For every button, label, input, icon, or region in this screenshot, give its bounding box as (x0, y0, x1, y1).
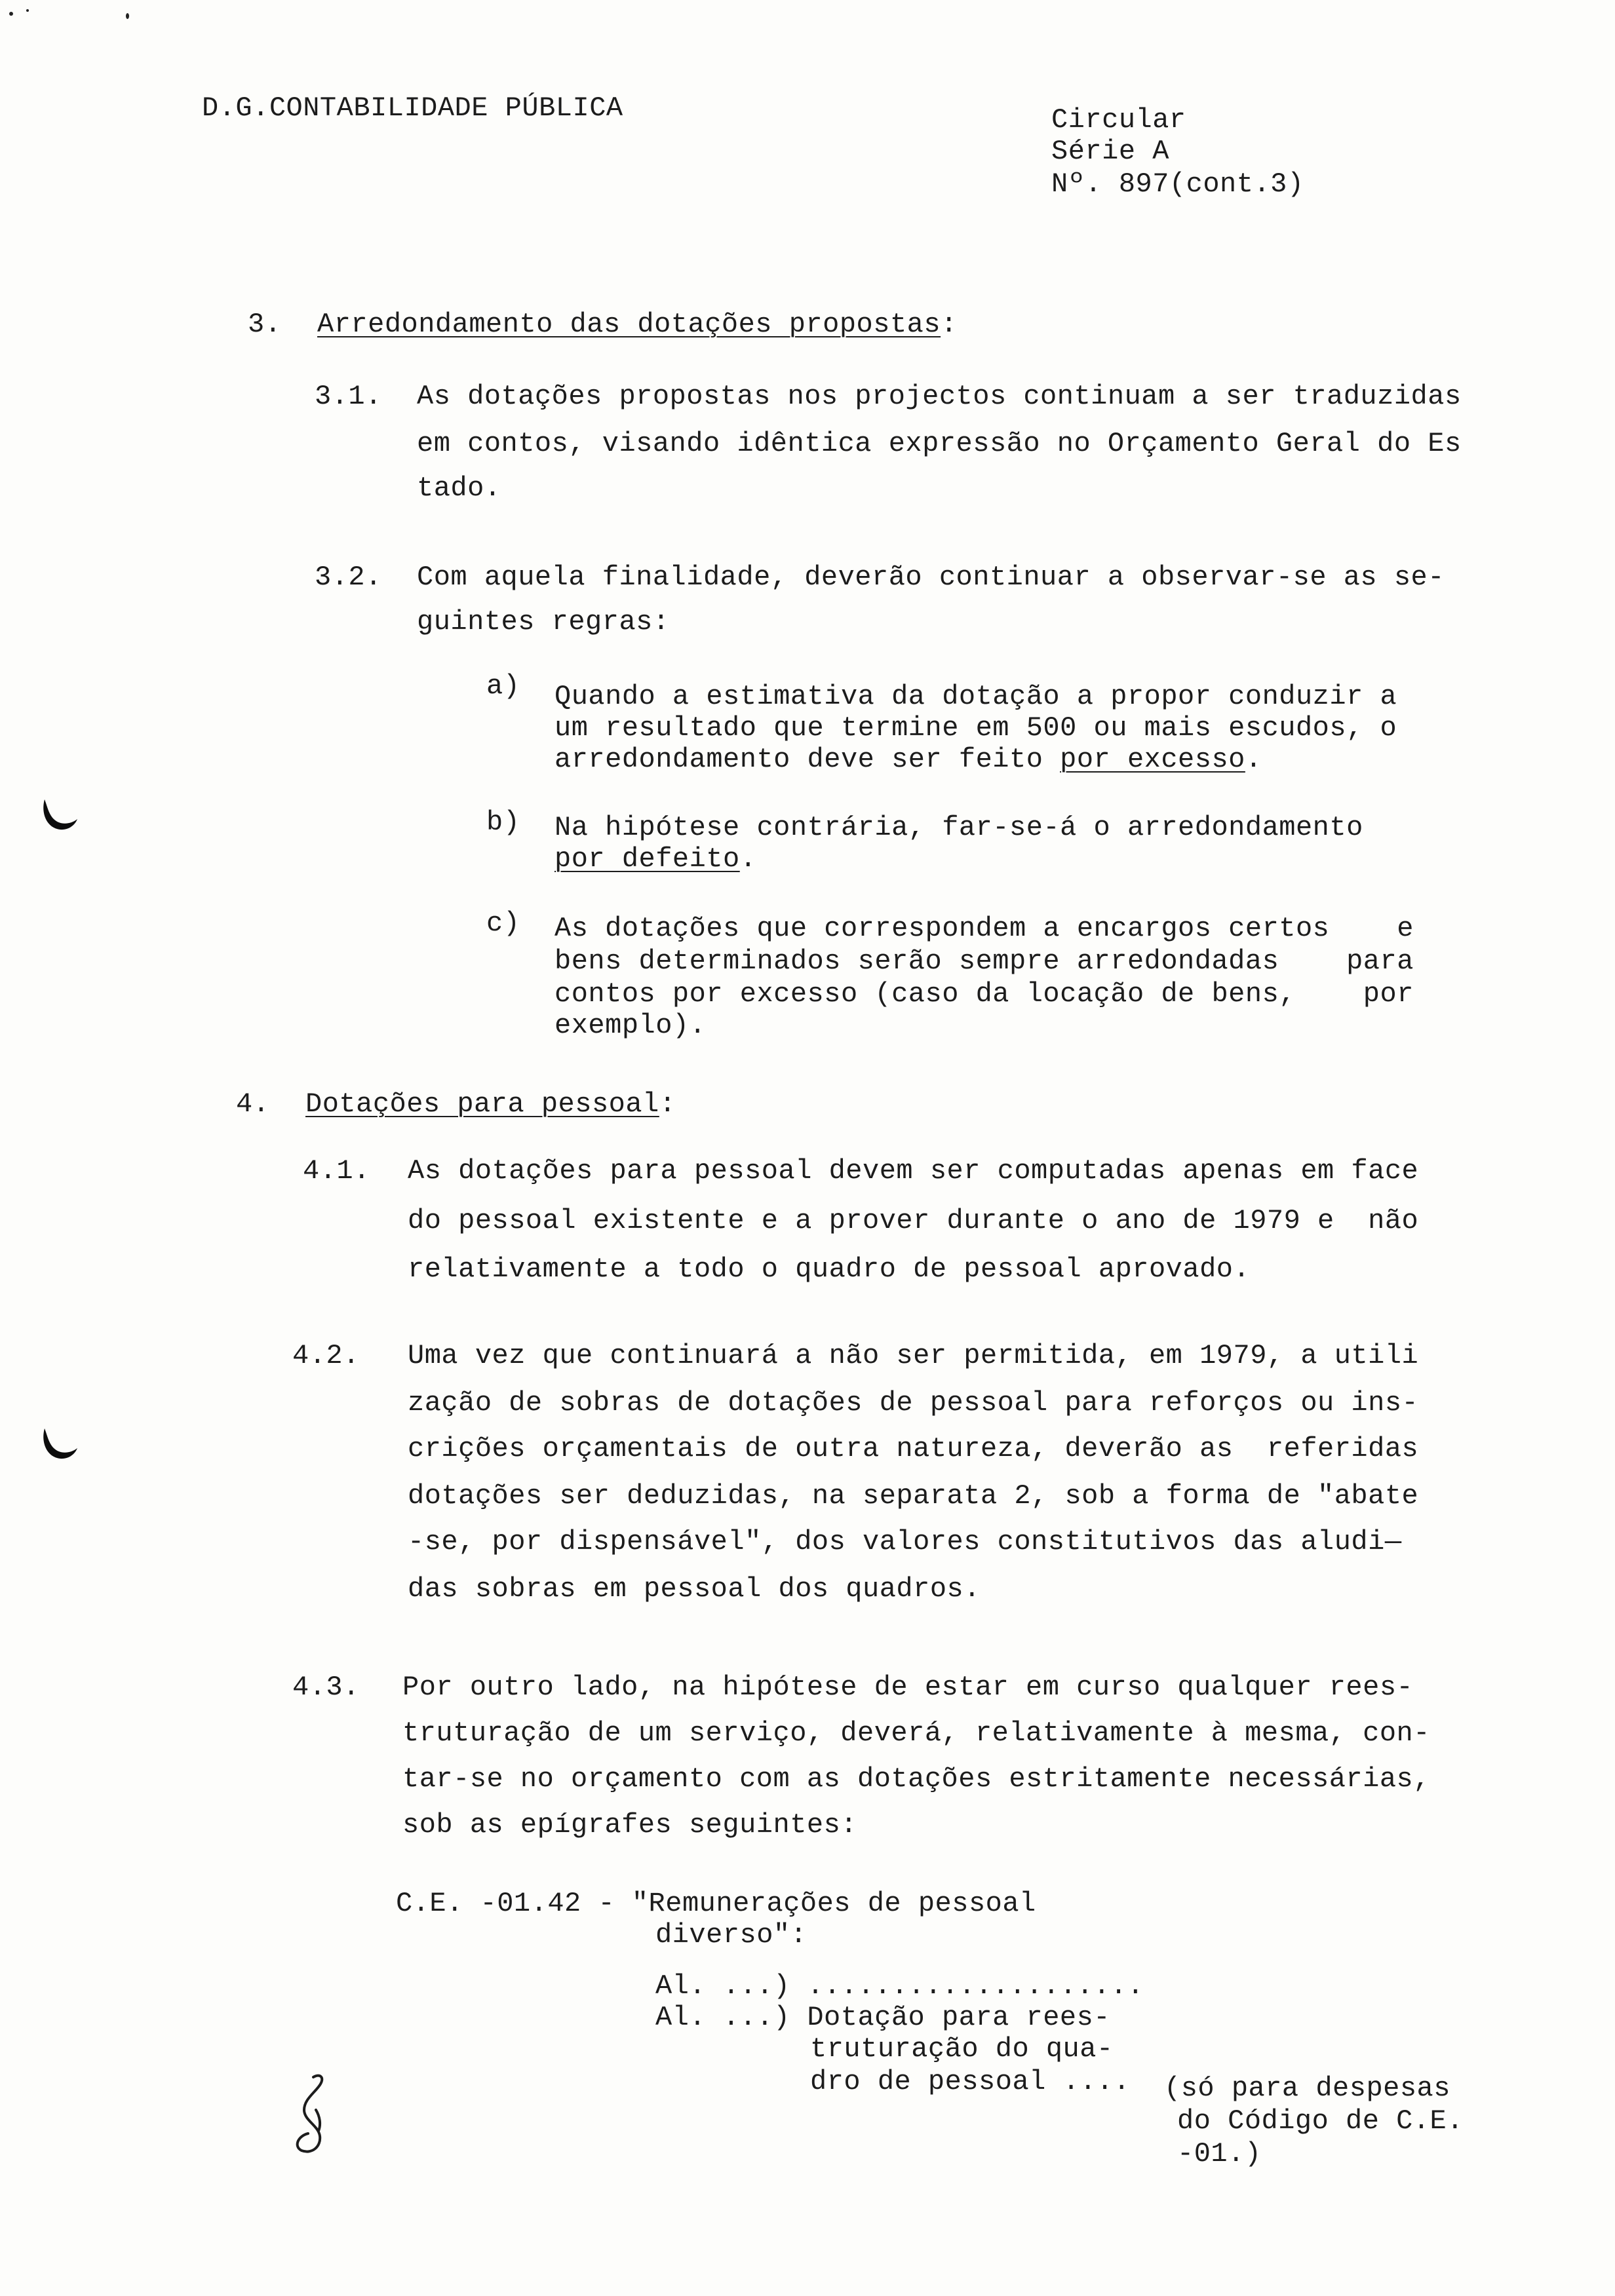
item-c-line4: exemplo). (555, 1010, 707, 1041)
al-note-line2: do Código de C.E. (1177, 2105, 1464, 2137)
p42-number: 4.2. (292, 1340, 360, 1371)
paper-speck (126, 13, 129, 19)
p41-line3: relativamente a todo o quadro de pessoal aprovado. (408, 1253, 1251, 1285)
section4-heading (305, 1088, 676, 1120)
p42-line6: das sobras em pessoal dos quadros. (408, 1573, 981, 1605)
p41-line1: As dotações para pessoal devem ser computadas apenas em face (408, 1155, 1419, 1187)
section4-title-colon: : (659, 1088, 676, 1120)
section3-heading (317, 308, 958, 341)
item-a-line1: Quando a estimativa da dotação a propor conduzir a (555, 681, 1397, 712)
doc-series: Série A (1051, 136, 1169, 167)
paper-speck (9, 12, 13, 16)
section4-number: 4. (236, 1088, 270, 1120)
p42-line4: dotações ser deduzidas, na separata 2, sob a forma de "abate (408, 1480, 1419, 1512)
section3-title: Arredondamento das dotações propostas (317, 309, 941, 340)
handwritten-initial-icon (282, 2071, 347, 2162)
item-a-label: a) (486, 670, 520, 702)
al-line4: dro de pessoal .... (810, 2066, 1131, 2097)
item-b-emphasis: por defeito (555, 843, 740, 875)
p43-line4: sob as epígrafes seguintes: (402, 1809, 858, 1841)
punch-hole-icon (38, 1423, 80, 1465)
budget-code-line: C.E. -01.42 - "Remunerações de pessoal (396, 1888, 1036, 1919)
punch-hole-icon (38, 794, 80, 836)
al-line1: Al. ...) .................... (655, 1970, 1144, 2002)
p31-number: 3.1. (315, 381, 382, 412)
p43-line1: Por outro lado, na hipótese de estar em curso qualquer rees- (402, 1672, 1414, 1703)
doc-type: Circular (1051, 104, 1186, 136)
p42-line5: -se, por dispensável", dos valores constitutivos das aludi— (408, 1526, 1402, 1558)
item-c-line1: As dotações que correspondem a encargos certos e (555, 913, 1414, 944)
section4-title: Dotações para pessoal (305, 1088, 659, 1120)
item-a-tail: . (1245, 744, 1262, 775)
item-b-line1: Na hipótese contrária, far-se-á o arredondamento (555, 812, 1363, 843)
p42-line3: crições orçamentais de outra natureza, deverão as referidas (408, 1433, 1419, 1464)
p32-line1: Com aquela finalidade, deverão continuar a observar-se as se- (417, 562, 1445, 593)
p43-number: 4.3. (292, 1672, 360, 1703)
al-line2: Al. ...) Dotação para rees- (655, 2002, 1111, 2033)
paper-speck (26, 9, 29, 12)
doc-number: Nº. 897(cont.3) (1051, 168, 1304, 200)
p43-line3: tar-se no orçamento com as dotações estritamente necessárias, (402, 1763, 1430, 1795)
al-note-line3: -01.) (1177, 2138, 1262, 2170)
item-a-line3 (555, 743, 1262, 776)
department-header: D.G.CONTABILIDADE PÚBLICA (202, 92, 623, 124)
item-a-line2: um resultado que termine em 500 ou mais escudos, o (555, 712, 1397, 744)
item-a-line3-text: arredondamento deve ser feito (555, 744, 1060, 775)
p32-line2: guintes regras: (417, 606, 670, 638)
section3-title-colon: : (941, 309, 958, 340)
p42-line2: zação de sobras de dotações de pessoal para reforços ou ins- (408, 1387, 1419, 1419)
al-note-line1: (só para despesas (1164, 2073, 1450, 2104)
p31-line3: tado. (417, 472, 501, 504)
p31-line1: As dotações propostas nos projectos continuam a ser traduzidas (417, 381, 1462, 412)
section3-number: 3. (248, 309, 282, 340)
budget-code-line2: diverso": (655, 1919, 808, 1951)
p31-line2: em contos, visando idêntica expressão no Orçamento Geral do Es (417, 428, 1462, 459)
item-c-line2: bens determinados serão sempre arredondadas para (555, 946, 1414, 977)
item-b-tail: . (739, 843, 757, 875)
p32-number: 3.2. (315, 562, 382, 593)
al-line3: truturação do qua- (810, 2033, 1114, 2065)
p41-line2: do pessoal existente e a prover durante o ano de 1979 e não (408, 1205, 1419, 1236)
item-a-emphasis: por excesso (1060, 744, 1245, 775)
item-b-label: b) (486, 807, 520, 838)
p43-line2: truturação de um serviço, deverá, relativamente à mesma, con- (402, 1717, 1430, 1749)
item-b-line2 (555, 843, 756, 875)
item-c-line3: contos por excesso (caso da locação de bens, por (555, 978, 1414, 1010)
item-c-label: c) (486, 908, 520, 939)
p42-line1: Uma vez que continuará a não ser permitida, em 1979, a utili (408, 1340, 1419, 1371)
p41-number: 4.1. (303, 1155, 370, 1187)
